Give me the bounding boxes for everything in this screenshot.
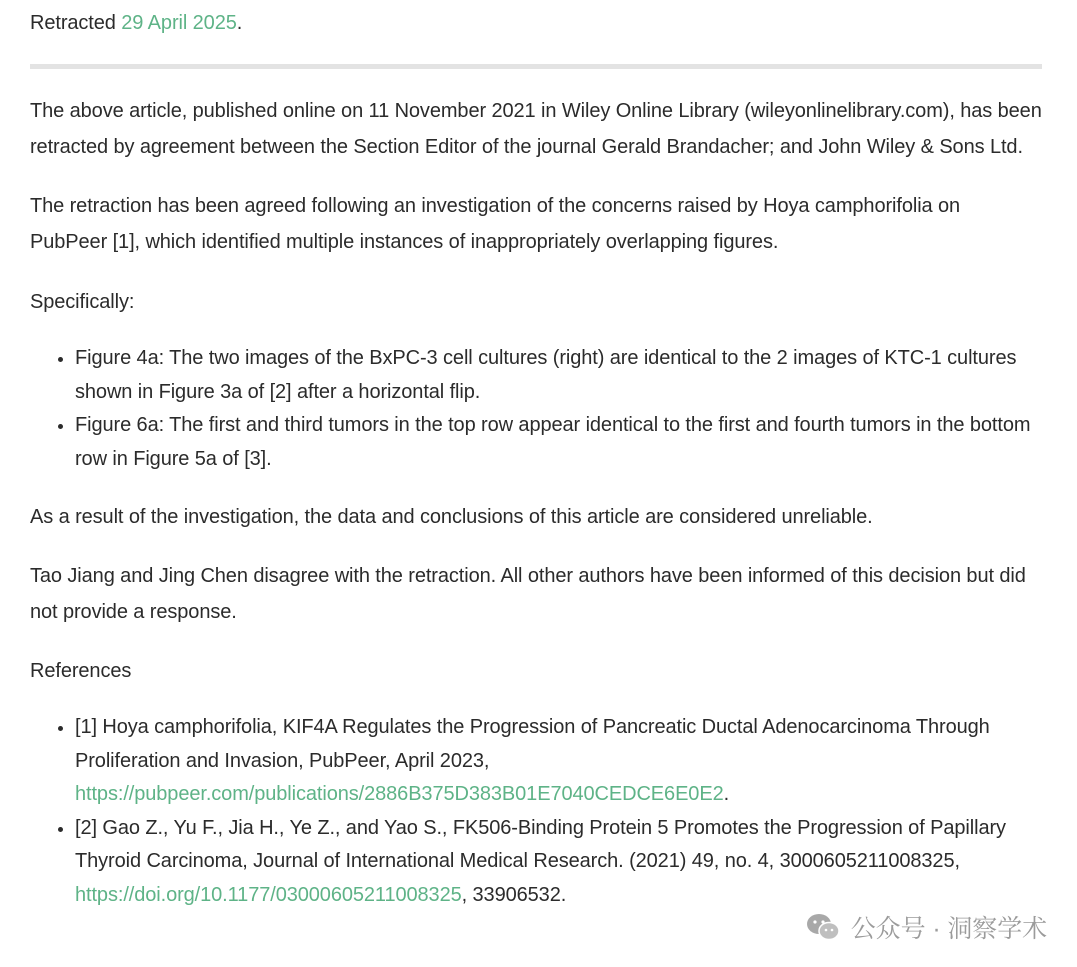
watermark-text: 公众号 · 洞察学术	[850, 915, 1047, 943]
reference-link[interactable]: https://pubpeer.com/publications/2886B375D383B01E7040CEDCE6E0E2	[75, 783, 724, 805]
reference-item	[75, 812, 1042, 913]
retracted-date-link[interactable]: 29 April 2025	[121, 12, 237, 34]
list-item: • Figure 4a: The two images of the BxPC-3 cell cultures (right) are identical to the 2 images of KTC-1 cultures shown in Figure 3a of [2] after a horizontal flip.	[75, 342, 1042, 409]
reference-suffix: .	[723, 783, 730, 805]
paragraph-specifically: Specifically:	[30, 291, 135, 313]
watermark	[805, 909, 1047, 945]
reference-item	[75, 711, 1042, 812]
findings-list	[30, 342, 1042, 476]
list-item: • Figure 6a: The first and third tumors in the top row appear identical to the first and fourth tumors in the bottom row in Figure 5a of [3].	[75, 409, 1042, 476]
paragraph-investigation: The retraction has been agreed following an investigation of the concerns raised by Hoya camphorifolia on PubPeer [1], which identified multiple instances of inappropriately overlapping figures.	[30, 195, 961, 253]
reference-suffix: , 33906532.	[461, 883, 567, 906]
reference-text: [2] Gao Z., Yu F., Jia H., Ye Z., and Yao S., FK506-Binding Protein 5 Promotes the Progression of Papillary Thyroid Carcinoma, Journal of International Medical Research. (2021) 49, no. 4, 3000605211008325,	[75, 816, 1006, 872]
paragraph-conclusion: As a result of the investigation, the data and conclusions of this article are considered unreliable.	[30, 506, 873, 528]
retracted-label: Retracted	[30, 12, 116, 34]
paragraph-authors: Tao Jiang and Jing Chen disagree with the retraction. All other authors have been informed of this decision but did not provide a response.	[30, 565, 1026, 623]
wechat-icon	[805, 912, 841, 942]
references-heading: References	[30, 660, 132, 682]
retracted-line	[30, 0, 1042, 37]
paragraph-publication: The above article, published online on 11 November 2021 in Wiley Online Library (wileyonlinelibrary.com), has been retracted by agreement between the Section Editor of the journal Gerald Brandacher; and John Wiley & Sons Ltd.	[30, 100, 1042, 158]
reference-text: [1] Hoya camphorifolia, KIF4A Regulates the Progression of Pancreatic Ductal Adenocarcinoma Through Proliferation and Invasion, PubPeer, April 2023,	[75, 716, 990, 772]
retraction-notice	[30, 0, 1042, 912]
section-divider	[30, 64, 1042, 69]
retracted-suffix: .	[236, 12, 243, 34]
references-list	[30, 711, 1042, 912]
reference-link[interactable]: https://doi.org/10.1177/03000605211008325	[75, 883, 462, 906]
